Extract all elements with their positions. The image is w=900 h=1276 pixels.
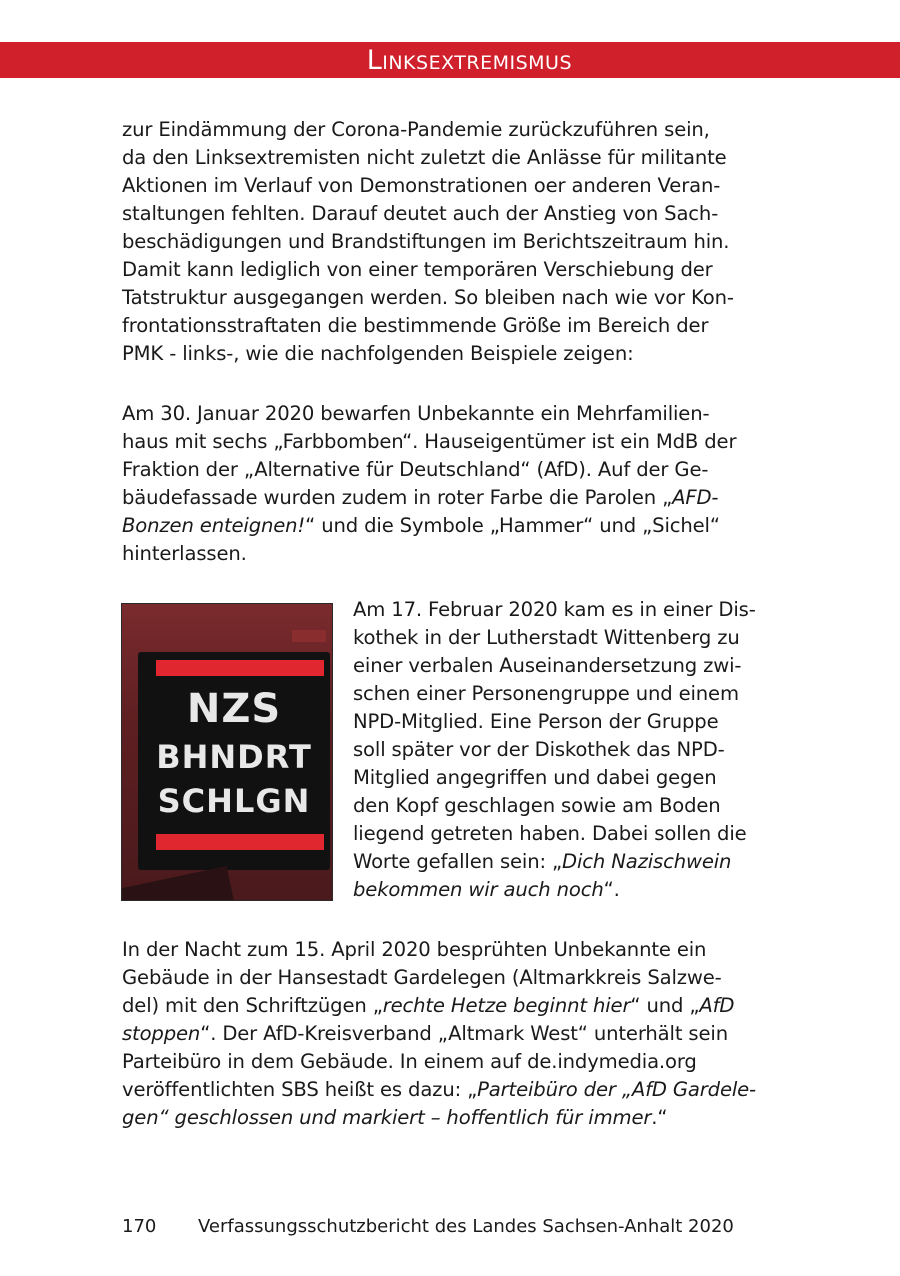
sticker-text: SCHLGN (157, 782, 311, 820)
text-line (122, 1020, 728, 1048)
text-line: In der Nacht zum 15. April 2020 besprühten Unbekannte ein (122, 938, 707, 961)
section-title: Linksextremismus (366, 45, 572, 76)
text-line: NPD-Mitglied. Eine Person der Gruppe (353, 710, 719, 733)
footer-title: Verfassungsschutzbericht des Landes Sachsen-Anhalt 2020 (198, 1216, 734, 1237)
photo-background-detail (292, 630, 326, 642)
quote-italic: gen“ geschlossen und markiert – hoffentlich für immer (122, 1106, 652, 1129)
text-run: .“ (651, 1106, 668, 1129)
text-line (353, 848, 731, 876)
text-line: liegend getreten haben. Dabei sollen die (353, 822, 747, 845)
text-line (122, 512, 720, 540)
text-line: einer verbalen Auseinandersetzung zwi- (353, 654, 742, 677)
text-line: haus mit sechs „Farbbomben“. Hauseigentümer ist ein MdB der (122, 430, 737, 453)
text-line: Mitglied angegriffen und dabei gegen (353, 766, 717, 789)
page-number: 170 (122, 1216, 157, 1237)
text-line: Fraktion der „Alternative für Deutschland“ (AfD). Auf der Ge- (122, 458, 709, 481)
quote-italic: Parteibüro der „AfD Gardele- (477, 1078, 756, 1101)
text-line: kothek in der Lutherstadt Wittenberg zu (353, 626, 740, 649)
text-line (122, 992, 734, 1020)
section-header-bar (0, 42, 900, 78)
text-run: “ und die Symbole „Hammer“ und „Sichel“ (305, 514, 720, 537)
text-line: zur Eindämmung der Corona-Pandemie zurückzuführen sein, (122, 118, 710, 141)
photo-shadow (121, 866, 235, 901)
text-run: Worte gefallen sein: „ (353, 850, 563, 873)
text-run: del) mit den Schriftzügen „ (122, 994, 383, 1017)
text-line: Damit kann lediglich von einer temporären Verschiebung der (122, 258, 713, 281)
text-line: hinterlassen. (122, 542, 247, 565)
text-line (122, 1104, 667, 1132)
text-line: Gebäude in der Hansestadt Gardelegen (Altmarkkreis Salzwe- (122, 966, 722, 989)
text-line: den Kopf geschlagen sowie am Boden (353, 794, 721, 817)
quote-italic: rechte Hetze beginnt hier (382, 994, 631, 1017)
text-line: frontationsstraftaten die bestimmende Größe im Bereich der (122, 314, 709, 337)
sticker (138, 652, 330, 870)
text-line: staltungen fehlten. Darauf deutet auch der Anstieg von Sach- (122, 202, 719, 225)
text-line (122, 484, 718, 512)
quote-italic: AFD- (672, 486, 719, 509)
sticker-stripe-bottom (156, 834, 324, 850)
text-line: Parteibüro in dem Gebäude. In einem auf de.indymedia.org (122, 1050, 697, 1073)
text-line (353, 876, 620, 904)
sticker-text: BHNDRT (156, 738, 312, 776)
text-run: veröffentlichten SBS heißt es dazu: „ (122, 1078, 478, 1101)
text-run: “. (603, 878, 620, 901)
text-line: Am 30. Januar 2020 bewarfen Unbekannte ein Mehrfamilien- (122, 402, 710, 425)
quote-italic: bekommen wir auch noch (353, 878, 604, 901)
quote-italic: AfD (699, 994, 735, 1017)
text-line: Am 17. Februar 2020 kam es in einer Dis- (353, 598, 756, 621)
quote-italic: Dich Nazischwein (562, 850, 732, 873)
text-line: PMK - links-, wie die nachfolgenden Beispiele zeigen: (122, 342, 634, 365)
quote-italic: Bonzen enteignen! (122, 514, 306, 537)
text-run: “ und „ (630, 994, 700, 1017)
sticker-stripe-top (156, 660, 324, 676)
text-line: soll später vor der Diskothek das NPD- (353, 738, 725, 761)
text-line: da den Linksextremisten nicht zuletzt die Anlässe für militante (122, 146, 727, 169)
text-line (122, 1076, 756, 1104)
text-run: “. Der AfD-Kreisverband „Altmark West“ unterhält sein (200, 1022, 728, 1045)
text-line: Aktionen im Verlauf von Demonstrationen oer anderen Veran- (122, 174, 721, 197)
text-run: bäudefassade wurden zudem in roter Farbe die Parolen „ (122, 486, 673, 509)
text-line: schen einer Personengruppe und einem (353, 682, 739, 705)
quote-italic: stoppen (122, 1022, 201, 1045)
text-line: beschädigungen und Brandstiftungen im Berichtszeitraum hin. (122, 230, 730, 253)
text-line: Tatstruktur ausgegangen werden. So bleiben nach wie vor Kon- (122, 286, 734, 309)
sticker-photo (121, 603, 333, 901)
sticker-text: NZS (186, 686, 282, 732)
